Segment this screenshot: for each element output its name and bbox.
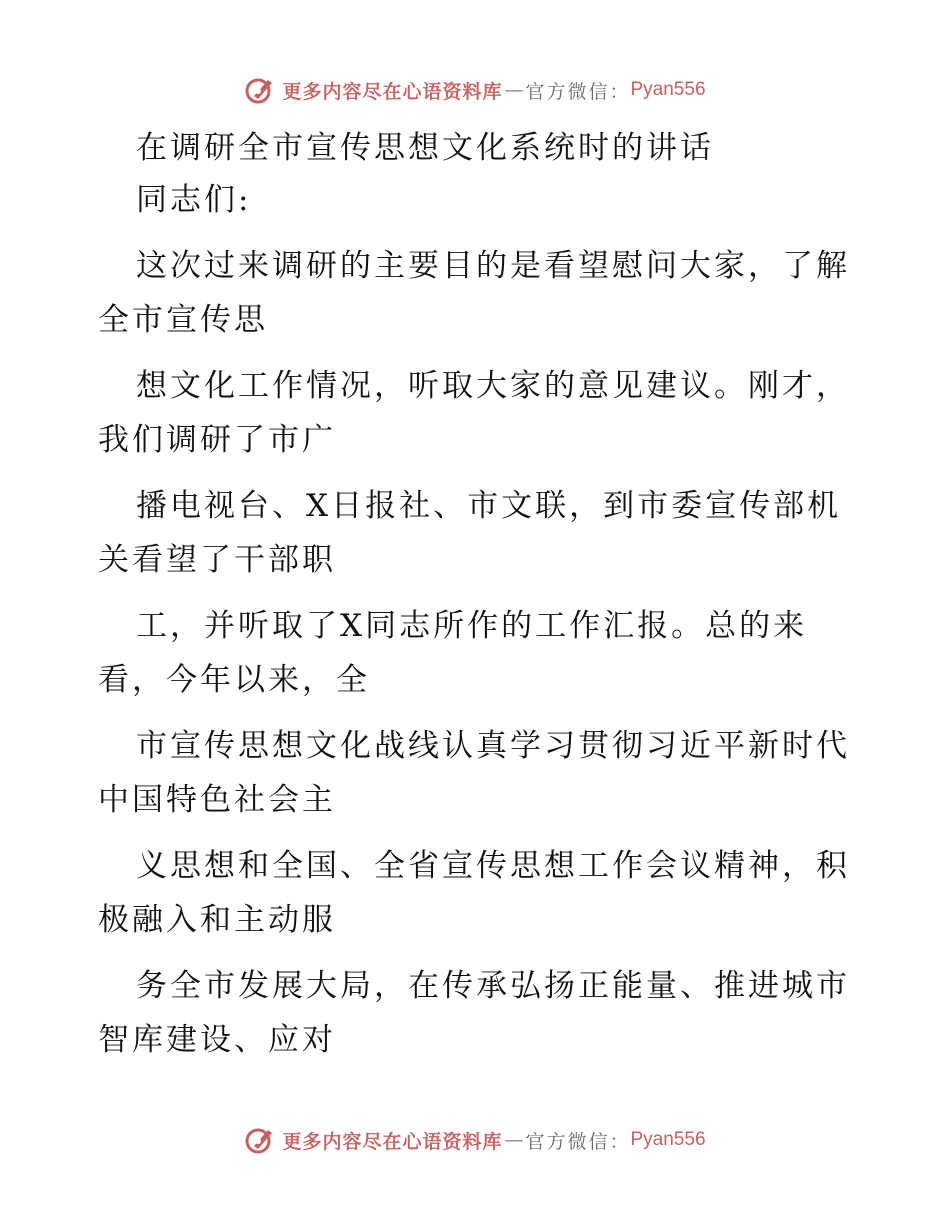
paragraph-line: 中国特色社会主	[98, 782, 336, 818]
paragraph-line: 全市宣传思	[98, 302, 268, 338]
paragraph-line: 播电视台、X日报社、市文联，到市委宣传部机	[136, 488, 842, 524]
salutation: 同志们:	[136, 182, 252, 218]
paragraph-line: 关看望了干部职	[98, 542, 336, 578]
banner-separator: —	[504, 1129, 524, 1151]
wechat-label: 官方微信：	[525, 80, 631, 103]
wechat-id: Pyan556	[630, 1129, 706, 1150]
document-body	[98, 122, 858, 1066]
pen-circle-icon	[244, 1124, 276, 1156]
document-title: 在调研全市宣传思想文化系统时的讲话	[136, 130, 714, 166]
footer-banner	[0, 1120, 950, 1160]
paragraph-line: 我们调研了市广	[98, 422, 336, 458]
header-banner	[0, 70, 950, 110]
site-name: 更多内容尽在心语资料库	[282, 1130, 503, 1153]
site-name: 更多内容尽在心语资料库	[282, 80, 503, 103]
paragraph-line: 看，今年以来，全	[98, 662, 370, 698]
paragraph-line: 务全市发展大局，在传承弘扬正能量、推进城市	[136, 968, 850, 1004]
paragraph-line: 想文化工作情况，听取大家的意见建议。刚才，	[136, 368, 850, 404]
pen-circle-icon	[244, 74, 276, 106]
paragraph-line: 这次过来调研的主要目的是看望慰问大家，了解	[136, 248, 850, 284]
wechat-id: Pyan556	[630, 79, 706, 100]
wechat-label: 官方微信：	[525, 1130, 631, 1153]
paragraph-line: 义思想和全国、全省宣传思想工作会议精神，积	[136, 848, 850, 884]
paragraph-line: 市宣传思想文化战线认真学习贯彻习近平新时代	[136, 728, 850, 764]
banner-separator: —	[504, 79, 524, 101]
paragraph-line: 智库建设、应对	[98, 1022, 336, 1058]
paragraph-line: 工，并听取了X同志所作的工作汇报。总的来	[136, 608, 808, 644]
paragraph-line: 极融入和主动服	[98, 902, 336, 938]
